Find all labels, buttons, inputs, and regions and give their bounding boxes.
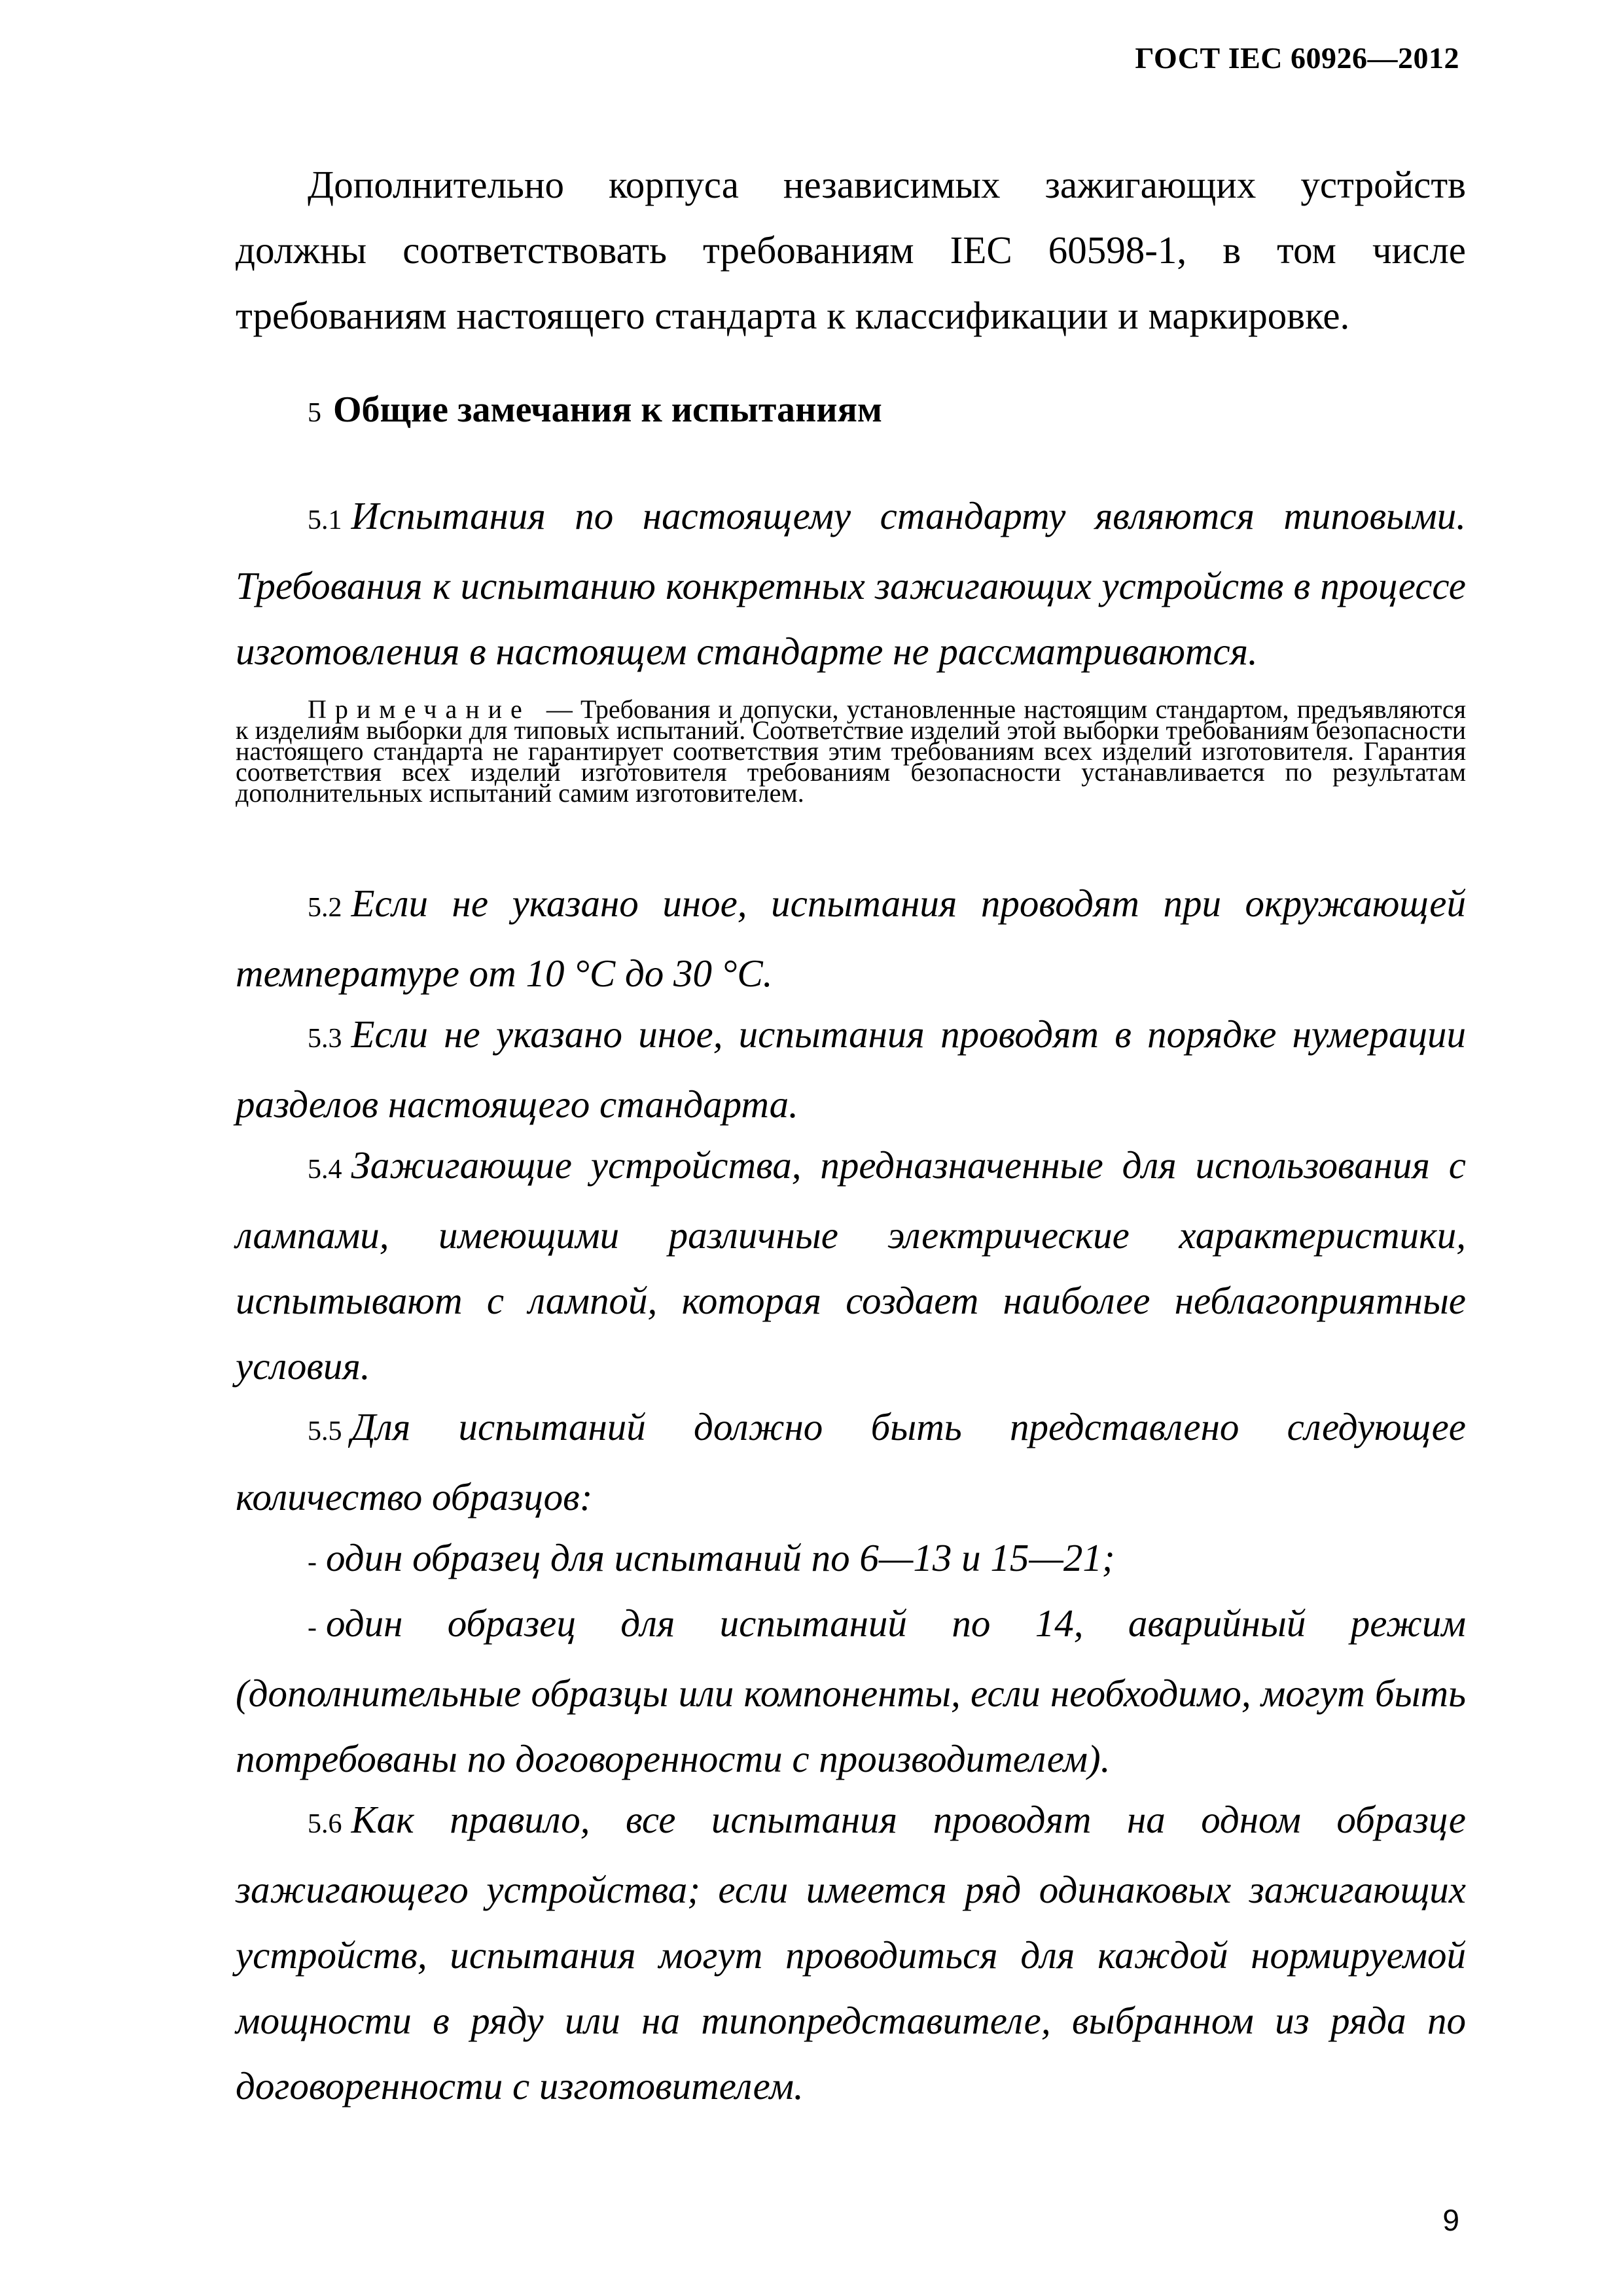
clause-5-5 [236,1394,1466,1530]
list-item-2-block [236,1590,1466,1791]
clause-number: 5.1 [308,505,342,535]
clause-number: 5.2 [308,893,342,923]
list-item-text: один образец для испытаний по 14, аварийный режим (дополнительные образцы или компоненты, если необходимо, могут быть потребованы по договоренности с производителем). [236,1602,1466,1780]
clause-number: 5.6 [308,1809,342,1839]
clause-number: 5.5 [308,1416,342,1446]
list-item-text: один образец для испытаний по 6—13 и 15—21; [326,1536,1115,1579]
clause-5-4 [236,1132,1466,1399]
clause-text: Испытания по настоящему стандарту являются типовыми. Требования к испытанию конкретных зажигающих устройств в процессе изготовления в настоящем стандарте не рассматриваются. [236,494,1466,673]
list-item [236,1525,1466,1595]
document-header: ГОСТ IEC 60926—2012 [1135,41,1459,75]
clause-text: Если не указано иное, испытания проводят в порядке нумерации разделов настоящего стандарта. [236,1013,1466,1126]
clause-text: Как правило, все испытания проводят на одном образце зажигающего устройства; если имеется ряд одинаковых зажигающих устройств, испытания могут проводиться для каждой нормируемой мощности в ряду или на типопредставителе, выбранном из ряда по договоренности с изготовителем. [236,1798,1466,2108]
intro-paragraph: Дополнительно корпуса независимых зажигающих устройств должны соответствовать требованиям IEC 60598-1, в том числе требованиям настоящего стандарта к классификации и маркировке. [236,163,1466,337]
list-item-1-block [236,1525,1466,1595]
clause-text: Если не указано иное, испытания проводят при окружающей температуре от 10 °С до 30 °С. [236,882,1466,995]
note-text: — Требования и допуски, установленные настоящим стандартом, предъявляются к изделиям выборки для типовых испытаний. Соответствие изделий этой выборки требованиям безопасности настоящего стандарта не гарантирует соответствия этим требованиям всех изделий изготовителя. Гарантия соответствия всех изделий изготовителя требованиям безопасности устанавливается по результатам дополнительных испытаний самим изготовителем. [236,694,1466,808]
clause-text: Зажигающие устройства, предназначенные для использования с лампами, имеющими различные электрические характеристики, испытывают с лампой, которая создает наиболее неблагоприятные условия. [236,1143,1466,1388]
clause-5-4-block [236,1132,1466,1399]
list-dash: - [308,1613,317,1643]
clause-5-6-block [236,1787,1466,2119]
page-number: 9 [1442,2203,1459,2237]
clause-5-3 [236,1001,1466,1137]
note-paragraph [236,694,1466,808]
clause-5-5-block [236,1394,1466,1530]
section-title: Общие замечания к испытаниям [333,389,883,430]
section-heading [236,389,1466,431]
clause-5-6 [236,1787,1466,2119]
clause-5-2-block [236,870,1466,1006]
intro-block [236,152,1466,348]
clause-5-3-block [236,1001,1466,1137]
section-heading-block [236,389,1466,431]
clause-5-2 [236,870,1466,1006]
section-number: 5 [308,398,321,428]
clause-number: 5.3 [308,1024,342,1054]
clause-5-1 [236,483,1466,684]
note-block [236,694,1466,808]
list-item [236,1590,1466,1791]
clause-number: 5.4 [308,1155,342,1185]
list-dash: - [308,1547,317,1577]
clause-5-1-block [236,483,1466,684]
clause-text: Для испытаний должно быть представлено следующее количество образцов: [236,1405,1466,1518]
note-label: Примечание [308,694,531,724]
